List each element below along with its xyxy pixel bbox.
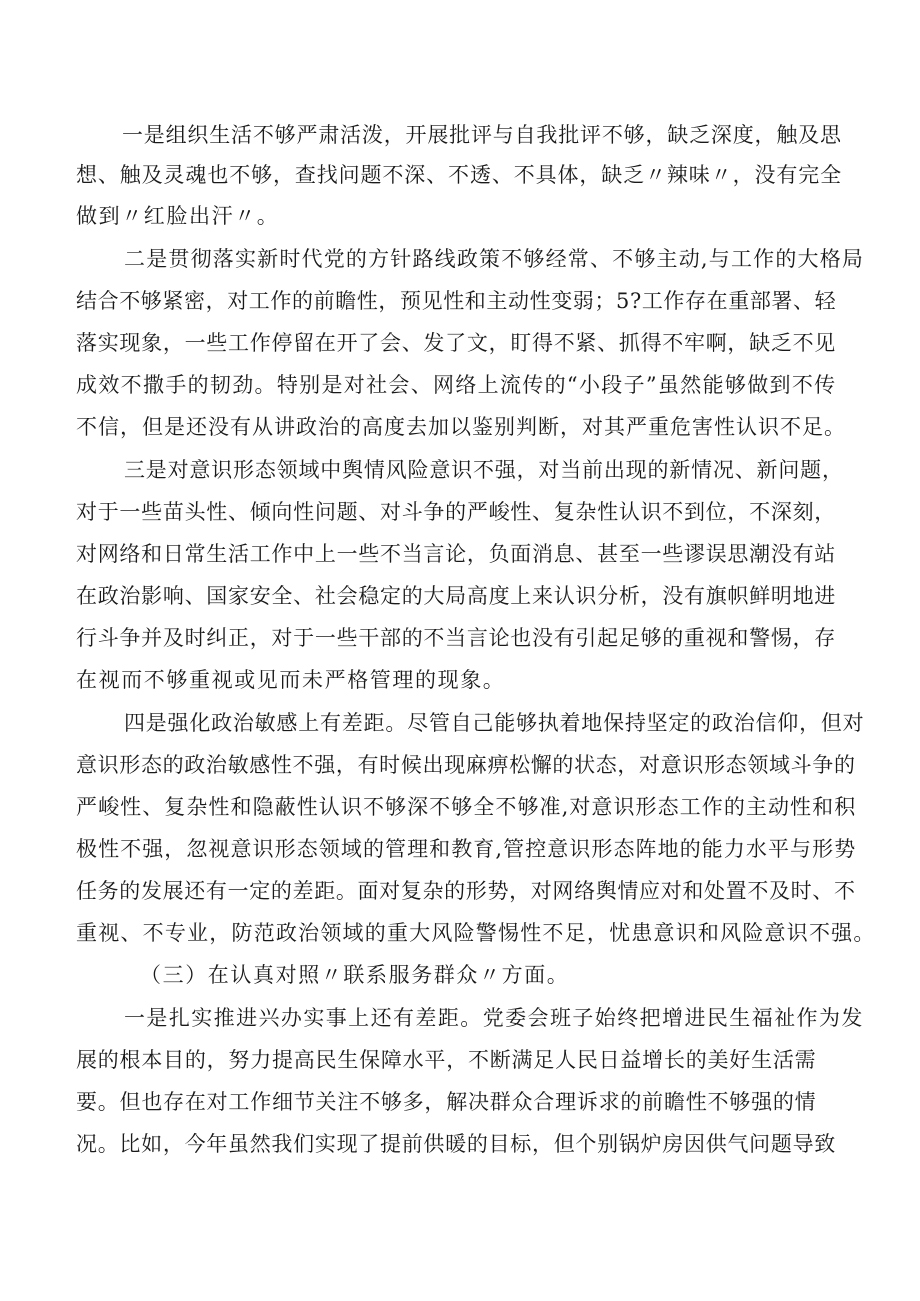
para3-line3: 对网络和日常生活工作中上一些不当言论，负面消息、甚至一些谬误思潮没有站	[76, 542, 836, 566]
para3-line1: 三是对意识形态领域中舆情风险意识不强，对当前出现的新情况、新问题，	[124, 458, 844, 482]
para5-line3: 要。但也存在对工作细节关注不够多，解决群众合理诉求的前瞻性不够强的情	[76, 1090, 817, 1114]
para4-line5: 任务的发展还有一定的差距。面对复杂的形势，对网络舆情应对和处置不及时、不	[76, 879, 856, 903]
section-heading: （三）在认真对照〃联系服务群众〃方面。	[140, 963, 570, 987]
para4-line4: 极性不强，忽视意识形态领域的管理和教育,管控意识形态阵地的能力水平与形势	[76, 837, 857, 861]
para3-line5: 行斗争并及时纠正，对于一些干部的不当言论也没有引起足够的重视和警惕，存	[76, 626, 836, 650]
para4-line6: 重视、不专业，防范政治领域的重大风险警惕性不足，忧患意识和风险意识不强。	[76, 921, 876, 945]
para2-line2: 结合不够紧密，对工作的前瞻性，预见性和主动性变弱；5?工作存在重部署、轻	[76, 289, 837, 313]
para4-line1: 四是强化政治敏感上有差距。尽管自己能够执着地保持坚定的政治信仰，但对	[124, 711, 865, 735]
para5-line2: 展的根本目的，努力提高民生保障水平，不断满足人民日益增长的美好生活需	[76, 1048, 817, 1072]
para3-line6: 在视而不够重视或见而未严格管理的现象。	[76, 668, 506, 692]
para3-line4: 在政治影响、国家安全、社会稳定的大局高度上来认识分析，没有旗帜鲜明地进	[76, 584, 836, 608]
para1-line2: 想、触及灵魂也不够，查找问题不深、不透、不具体，缺乏〃辣味〃，没有完全	[76, 163, 842, 187]
para4-line3: 严峻性、复杂性和隐蔽性认识不够深不够全不够准,对意识形态工作的主动性和积	[76, 795, 857, 819]
para1-line1: 一是组织生活不够严肃活泼，开展批评与自我批评不够，缺乏深度，触及思	[122, 123, 842, 147]
para3-line2: 对于一些苗头性、倾向性问题、对斗争的严峻性、复杂性认识不到位，不深刻，	[76, 500, 836, 524]
para2-line4: 成效不撒手的韧劲。特别是对社会、网络上流传的“小段子”虽然能够做到不传	[76, 373, 837, 397]
para4-line2: 意识形态的政治敏感性不强，有时候出现麻痹松懈的状态，对意识形态领域斗争的	[76, 753, 856, 777]
para2-line3: 落实现象，一些工作停留在开了会、发了文，盯得不紧、抓得不牢啊，缺乏不见	[76, 331, 836, 355]
para2-line5: 不信，但是还没有从讲政治的高度去加以鉴别判断，对其严重危害性认识不足。	[76, 415, 846, 439]
para1-line3: 做到〃红脸出汗〃。	[76, 204, 280, 228]
para5-line4: 况。比如，今年虽然我们实现了提前供暖的目标，但个别锅炉房因供气问题导致	[76, 1132, 836, 1156]
para5-line1: 一是扎实推进兴办实事上还有差距。党委会班子始终把增进民生福祉作为发	[124, 1006, 864, 1030]
para2-line1: 二是贯彻落实新时代党的方针路线政策不够经常、不够主动,与工作的大格局	[124, 247, 865, 271]
